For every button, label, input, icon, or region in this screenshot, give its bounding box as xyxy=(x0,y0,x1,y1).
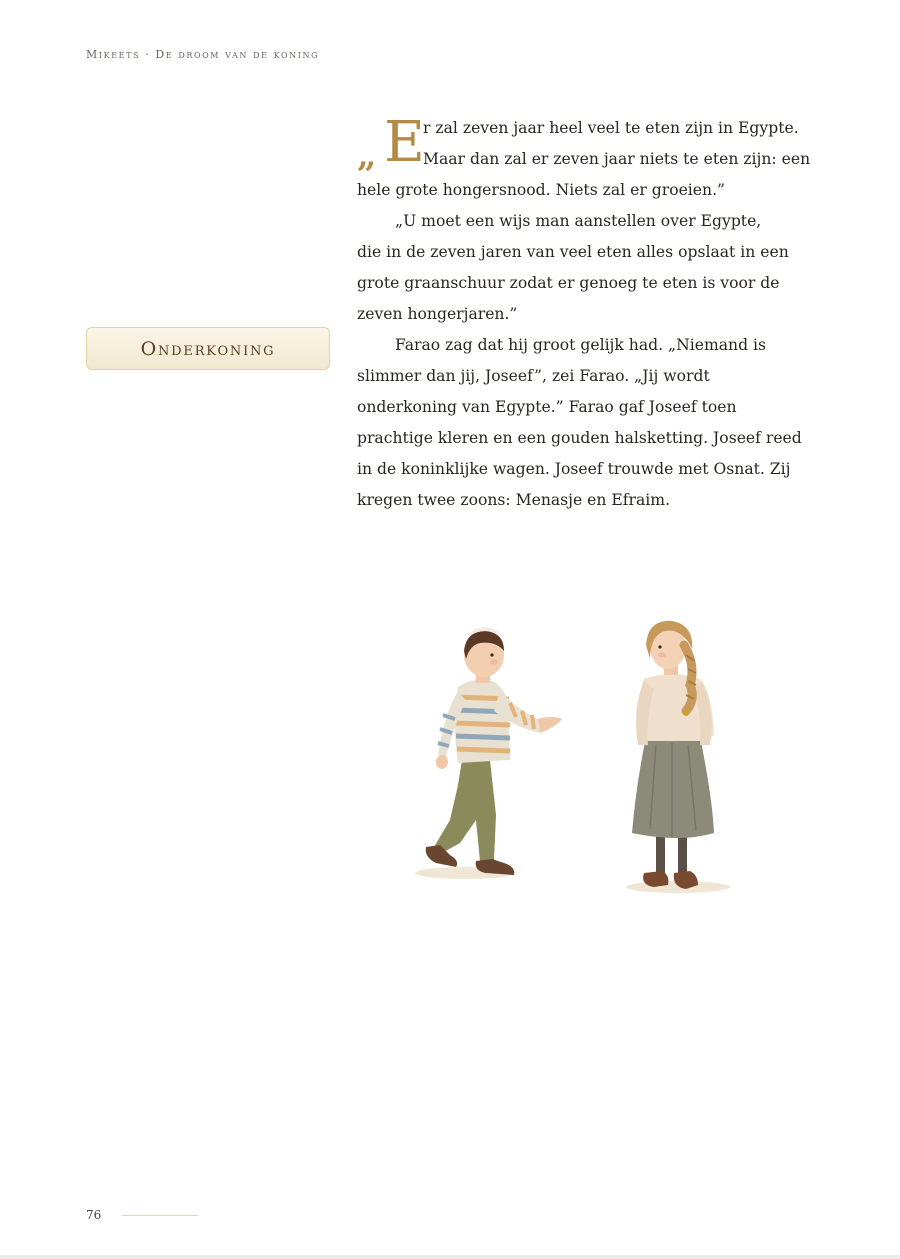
page-number: 76 xyxy=(86,1208,102,1222)
section-title-text: Onderkoning xyxy=(140,337,276,360)
footer-rule xyxy=(122,1215,198,1216)
girl-figure xyxy=(632,621,714,889)
text-line: onderkoning van Egypte.” Farao gaf Joseef toen xyxy=(357,398,737,416)
text-line: r zal zeven jaar heel veel te eten zijn in Egypte. xyxy=(423,119,799,137)
text-line: hele grote hongersnood. Niets zal er groeien.” xyxy=(357,181,725,199)
article-body xyxy=(357,110,811,516)
drop-cap-letter: E xyxy=(384,110,425,175)
page-bottom-edge xyxy=(0,1255,900,1259)
boy-figure xyxy=(426,627,562,875)
text-line: slimmer dan jij, Joseef”, zei Farao. „Jij wordt xyxy=(357,367,710,385)
drop-cap xyxy=(357,110,425,176)
section-title-label xyxy=(86,327,330,370)
dropcap-paragraph xyxy=(357,110,811,176)
text-line: Farao zag dat hij groot gelijk had. „Niemand is xyxy=(395,336,767,354)
text-line: zeven hongerjaren.” xyxy=(357,305,518,323)
text-line: kregen twee zoons: Menasje en Efraim. xyxy=(357,491,671,509)
children-illustration xyxy=(410,615,740,905)
text-line: „U moet een wijs man aanstellen over Egypte, xyxy=(395,212,762,230)
text-line: Maar dan zal er zeven jaar niets te eten zijn: een xyxy=(423,150,811,168)
running-head: Mikeets · De droom van de koning xyxy=(86,48,320,61)
drop-cap-quote: „ xyxy=(357,136,377,176)
text-line: prachtige kleren en een gouden halsketting. Joseef reed xyxy=(357,429,802,447)
text-line: in de koninklijke wagen. Joseef trouwde met Osnat. Zij xyxy=(357,460,791,478)
text-line: grote graanschuur zodat er genoeg te eten is voor de xyxy=(357,274,780,292)
text-line: die in de zeven jaren van veel eten alles opslaat in een xyxy=(357,243,789,261)
